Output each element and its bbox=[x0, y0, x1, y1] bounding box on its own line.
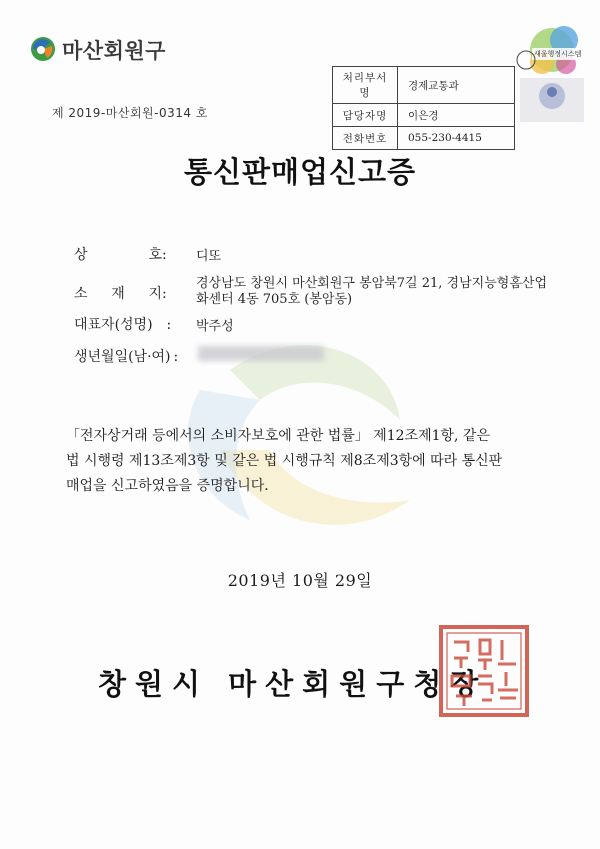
table-row bbox=[333, 104, 515, 127]
handler-dept-label: 처리부서명 bbox=[333, 67, 398, 104]
district-logo bbox=[30, 34, 190, 64]
table-row bbox=[333, 67, 515, 104]
registration-number: 제 2019-마산회원-0314 호 bbox=[52, 106, 208, 120]
handler-phone-label: 전화번호 bbox=[333, 127, 398, 150]
saeul-system-badge-icon bbox=[516, 20, 588, 124]
handler-name-value: 이은경 bbox=[398, 104, 515, 127]
badge-text: 새울행정시스템 bbox=[534, 50, 582, 58]
district-emblem-icon bbox=[30, 36, 56, 62]
statement-line-3: 매업을 신고하였음을 증명합니다. bbox=[66, 478, 269, 494]
handler-phone-value: 055-230-4415 bbox=[398, 127, 515, 150]
document-title: 통신판매업신고증 bbox=[183, 155, 417, 189]
handler-info-table bbox=[332, 66, 515, 150]
address-value bbox=[196, 276, 556, 308]
statement-line-1: 「전자상거래 등에서의 소비자보호에 관한 법률」 제12조제1항, 같은 bbox=[66, 428, 490, 444]
birthdate-label: 생년월일(남·여) : bbox=[74, 349, 179, 365]
representative-label: 대표자(성명) : bbox=[74, 317, 172, 333]
official-seal-icon bbox=[438, 624, 530, 718]
address-line-1: 경상남도 창원시 마산회원구 봉암북7길 21, 경남지능형홈산업 bbox=[196, 276, 547, 291]
birthdate-redacted bbox=[198, 346, 324, 361]
table-row bbox=[333, 127, 515, 150]
handler-name-label: 담당자명 bbox=[333, 104, 398, 127]
company-name-value: 디또 bbox=[196, 249, 222, 264]
company-name-label: 상 호: bbox=[74, 247, 167, 263]
handler-dept-value: 경제교통과 bbox=[398, 67, 515, 104]
address-label: 소 재 지: bbox=[74, 286, 167, 302]
address-line-2: 화센터 4동 705호 (봉암동) bbox=[196, 292, 353, 307]
issue-date: 2019년 10월 29일 bbox=[227, 571, 373, 590]
statement-line-2: 법 시행령 제13조제3항 및 같은 법 시행규칙 제8조제3항에 따라 통신판 bbox=[66, 453, 503, 469]
issuer-name: 창원시 마산회원구청장 bbox=[98, 667, 488, 701]
system-badge bbox=[516, 20, 588, 124]
logo-text: 마산회원구 bbox=[62, 39, 166, 63]
certification-statement bbox=[66, 424, 544, 499]
representative-value: 박주성 bbox=[196, 319, 234, 334]
